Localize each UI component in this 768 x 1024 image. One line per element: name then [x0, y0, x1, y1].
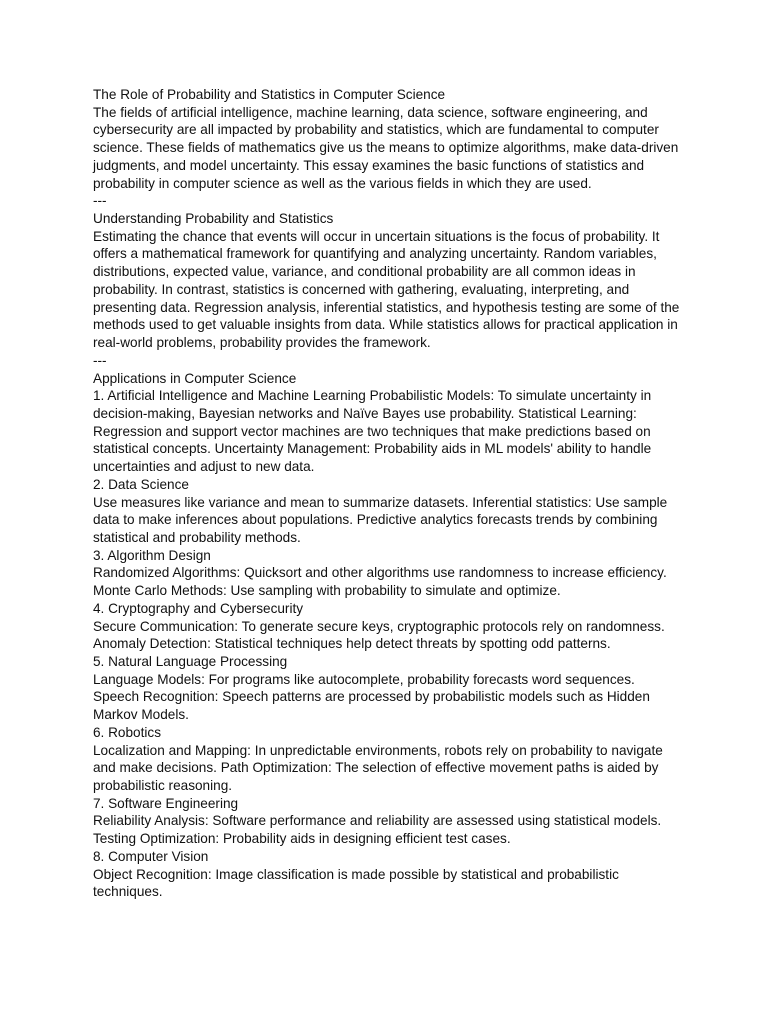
intro-paragraph: The fields of artificial intelligence, machine learning, data science, software engineering, and cybersecurity are all impacted by probability and statistics, which are fundamental to computer science. These fields of mathematics give us the means to optimize algorithms, make data-driven judgments, and model uncertainty. This essay examines the basic functions of statistics and probability in computer science as well as the various fields in which they are used.	[93, 104, 679, 191]
section-divider: ---	[93, 352, 107, 368]
document-page	[93, 86, 683, 901]
application-body-nlp: Language Models: For programs like autocomplete, probability forecasts word sequences. Speech Recognition: Speech patterns are processed by probabilistic models such as Hidden Markov Models.	[93, 671, 650, 723]
section-divider: ---	[93, 193, 107, 209]
application-heading-data-science: 2. Data Science	[93, 476, 189, 492]
section-body-understanding: Estimating the chance that events will occur in uncertain situations is the focus of probability. It offers a mathematical framework for quantifying and analyzing uncertainty. Random variables, distributions, expected value, variance, and conditional probability are all common ideas in probability. In contrast, statistics is concerned with gathering, evaluating, interpreting, and presenting data. Regression analysis, inferential statistics, and hypothesis testing are some of the methods used to get valuable insights from data. While statistics allows for practical application in real-world problems, probability provides the framework.	[93, 228, 680, 351]
application-heading-nlp: 5. Natural Language Processing	[93, 654, 288, 669]
application-body-computer-vision: Object Recognition: Image classification is made possible by statistical and probabilistic techniques.	[93, 866, 619, 900]
section-heading-understanding: Understanding Probability and Statistics	[93, 211, 334, 227]
application-item-ai-ml: 1. Artificial Intelligence and Machine Learning Probabilistic Models: To simulate uncertainty in decision-making, Bayesian networks and Naïve Bayes use probability. Statistical Learning: Regression and support vector machines are two techniques that make predictions based on statistical concepts. Uncertainty Management: Probability aids in ML models' ability to handle uncertainties and adjust to new data.	[93, 388, 652, 475]
application-heading-software-engineering: 7. Software Engineering	[93, 795, 239, 811]
application-body-data-science: Use measures like variance and mean to summarize datasets. Inferential statistics: Use sample data to make inferences about populations. Predictive analytics forecasts trends by combining statistical and probability methods.	[93, 494, 668, 545]
application-body-robotics: Localization and Mapping: In unpredictable environments, robots rely on probability to navigate and make decisions. Path Optimization: The selection of effective movement paths is aided by probabilistic reasoning.	[93, 742, 663, 794]
application-heading-computer-vision: 8. Computer Vision	[93, 848, 209, 864]
application-body-cryptography: Secure Communication: To generate secure keys, cryptographic protocols rely on randomness. Anomaly Detection: Statistical techniques help detect threats by spotting odd patterns.	[93, 618, 665, 652]
application-heading-cryptography: 4. Cryptography and Cybersecurity	[93, 600, 304, 616]
application-body-software-engineering: Reliability Analysis: Software performance and reliability are assessed using statistical models. Testing Optimization: Probability aids in designing efficient test cases.	[93, 813, 662, 847]
document-title: The Role of Probability and Statistics in Computer Science	[93, 87, 446, 102]
section-heading-applications: Applications in Computer Science	[93, 370, 297, 386]
application-body-algorithm-design: Randomized Algorithms: Quicksort and other algorithms use randomness to increase efficiency. Monte Carlo Methods: Use sampling with probability to simulate and optimize.	[93, 565, 667, 599]
application-heading-algorithm-design: 3. Algorithm Design	[93, 547, 211, 563]
application-heading-robotics: 6. Robotics	[93, 724, 162, 740]
